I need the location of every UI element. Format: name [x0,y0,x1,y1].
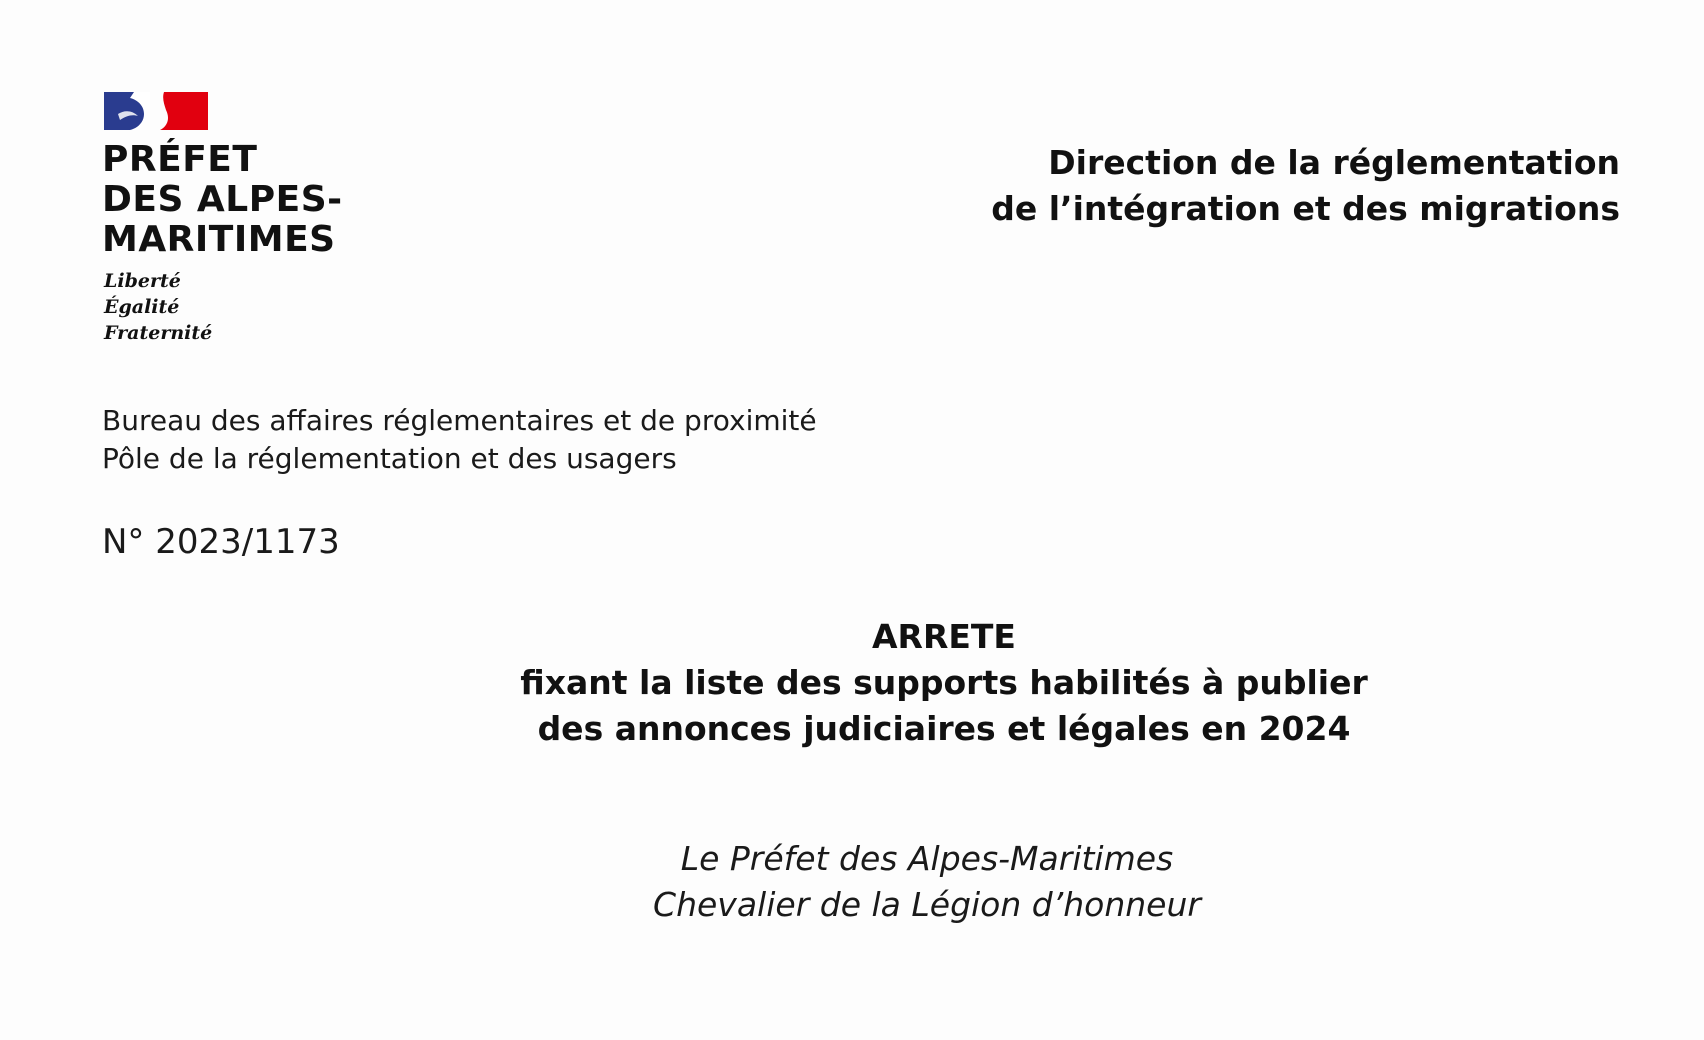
motto-liberte: Liberté [104,270,181,292]
motto-egalite: Égalité [104,296,180,318]
direction-line: de l’intégration et des migrations [991,189,1620,228]
motto-fraternite: Fraternité [104,322,213,344]
bureau-block [102,402,817,478]
marianne-logo-icon [104,92,208,130]
arrete-heading [0,614,1704,752]
flag-red-band [160,92,208,130]
prefet-line: PRÉFET [102,139,258,180]
prefet-line: DES ALPES- [102,179,343,220]
direction-heading [991,140,1620,232]
bureau-name: Bureau des affaires réglementaires et de proximité [102,404,817,437]
pole-name: Pôle de la réglementation et des usagers [102,442,677,475]
authority-distinction: Chevalier de la Légion d’honneur [653,885,1201,924]
republic-motto [104,268,212,346]
direction-line: Direction de la réglementation [1048,143,1620,182]
authority-title: Le Préfet des Alpes-Maritimes [680,839,1174,878]
signing-authority [0,836,1704,928]
arrete-subtitle-line: des annonces judiciaires et légales en 2024 [537,709,1351,748]
prefet-title [102,140,343,260]
arrete-number: N° 2023/1173 [102,522,340,562]
arrete-title: ARRETE [872,617,1016,656]
prefet-line: MARITIMES [102,219,336,260]
arrete-subtitle-line: fixant la liste des supports habilités à publier [520,663,1368,702]
